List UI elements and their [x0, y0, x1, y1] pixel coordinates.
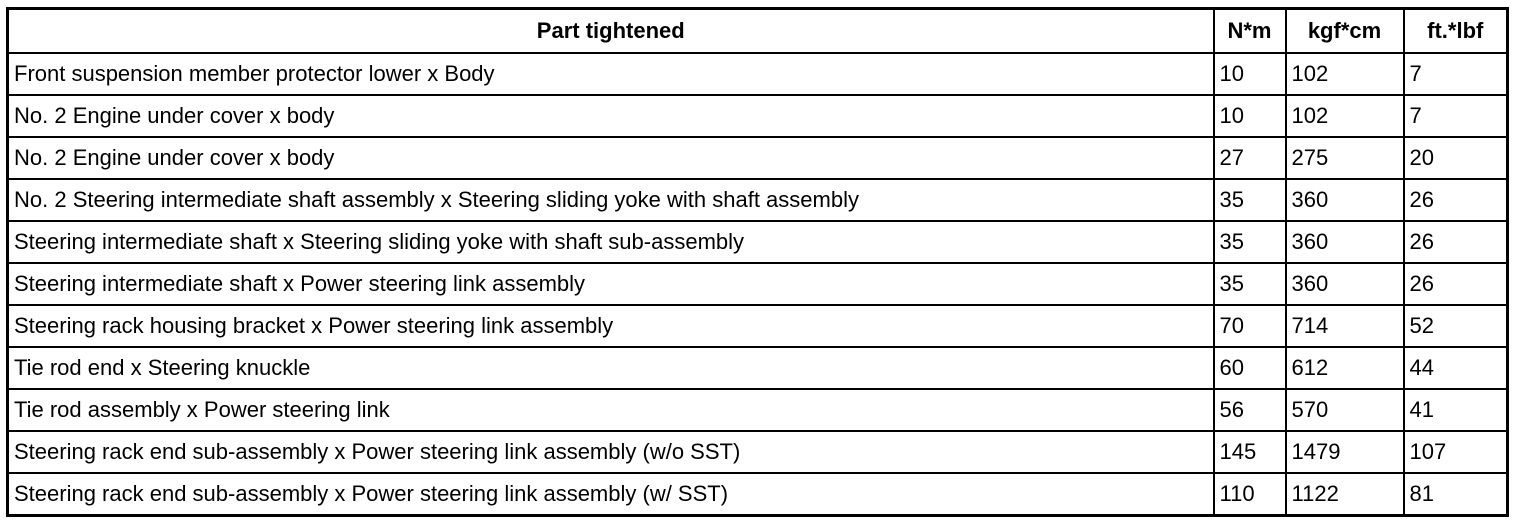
ft-lbf-cell: 52: [1404, 305, 1508, 347]
part-cell: Steering rack end sub-assembly x Power steering link assembly (w/o SST): [8, 431, 1214, 473]
ft-lbf-cell: 26: [1404, 179, 1508, 221]
header-kgf-cm: kgf*cm: [1286, 9, 1404, 54]
kgf-cm-cell: 360: [1286, 179, 1404, 221]
table-row: [8, 473, 1508, 516]
nm-cell: 35: [1214, 221, 1286, 263]
kgf-cm-cell: 102: [1286, 95, 1404, 137]
ft-lbf-cell: 44: [1404, 347, 1508, 389]
table-row: [8, 95, 1508, 137]
table-row: [8, 221, 1508, 263]
kgf-cm-cell: 275: [1286, 137, 1404, 179]
part-cell: No. 2 Steering intermediate shaft assembly x Steering sliding yoke with shaft assembly: [8, 179, 1214, 221]
table-row: [8, 137, 1508, 179]
nm-cell: 35: [1214, 263, 1286, 305]
part-cell: Front suspension member protector lower x Body: [8, 53, 1214, 95]
table-row: [8, 53, 1508, 95]
nm-cell: 70: [1214, 305, 1286, 347]
kgf-cm-cell: 714: [1286, 305, 1404, 347]
nm-cell: 60: [1214, 347, 1286, 389]
header-part-tightened: Part tightened: [8, 9, 1214, 54]
nm-cell: 10: [1214, 95, 1286, 137]
ft-lbf-cell: 26: [1404, 221, 1508, 263]
kgf-cm-cell: 612: [1286, 347, 1404, 389]
ft-lbf-cell: 20: [1404, 137, 1508, 179]
table-row: [8, 305, 1508, 347]
part-cell: Steering intermediate shaft x Steering sliding yoke with shaft sub-assembly: [8, 221, 1214, 263]
table-row: [8, 347, 1508, 389]
table-row: [8, 179, 1508, 221]
nm-cell: 27: [1214, 137, 1286, 179]
header-nm: N*m: [1214, 9, 1286, 54]
ft-lbf-cell: 107: [1404, 431, 1508, 473]
kgf-cm-cell: 1479: [1286, 431, 1404, 473]
ft-lbf-cell: 7: [1404, 95, 1508, 137]
ft-lbf-cell: 26: [1404, 263, 1508, 305]
header-ft-lbf: ft.*lbf: [1404, 9, 1508, 54]
part-cell: Tie rod assembly x Power steering link: [8, 389, 1214, 431]
part-cell: No. 2 Engine under cover x body: [8, 137, 1214, 179]
nm-cell: 145: [1214, 431, 1286, 473]
ft-lbf-cell: 7: [1404, 53, 1508, 95]
part-cell: Steering rack end sub-assembly x Power steering link assembly (w/ SST): [8, 473, 1214, 516]
nm-cell: 110: [1214, 473, 1286, 516]
kgf-cm-cell: 1122: [1286, 473, 1404, 516]
ft-lbf-cell: 41: [1404, 389, 1508, 431]
part-cell: No. 2 Engine under cover x body: [8, 95, 1214, 137]
part-cell: Steering rack housing bracket x Power steering link assembly: [8, 305, 1214, 347]
part-cell: Steering intermediate shaft x Power steering link assembly: [8, 263, 1214, 305]
nm-cell: 56: [1214, 389, 1286, 431]
kgf-cm-cell: 360: [1286, 221, 1404, 263]
table-row: [8, 431, 1508, 473]
kgf-cm-cell: 570: [1286, 389, 1404, 431]
table-row: [8, 389, 1508, 431]
table-header: [8, 9, 1508, 54]
table-row: [8, 263, 1508, 305]
kgf-cm-cell: 102: [1286, 53, 1404, 95]
nm-cell: 10: [1214, 53, 1286, 95]
nm-cell: 35: [1214, 179, 1286, 221]
torque-specification-table: [6, 7, 1509, 517]
kgf-cm-cell: 360: [1286, 263, 1404, 305]
table-body: [8, 53, 1508, 516]
part-cell: Tie rod end x Steering knuckle: [8, 347, 1214, 389]
header-row: [8, 9, 1508, 54]
ft-lbf-cell: 81: [1404, 473, 1508, 516]
